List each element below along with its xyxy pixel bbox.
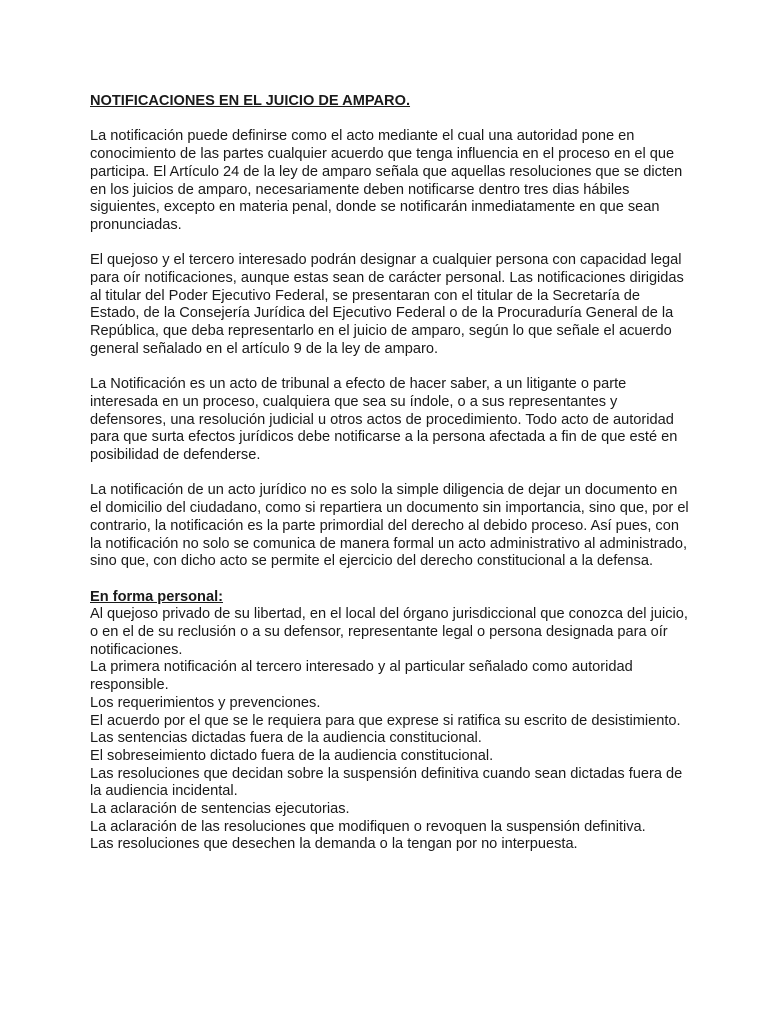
list-item: El sobreseimiento dictado fuera de la audiencia constitucional.	[90, 747, 494, 764]
list-item: Al quejoso privado de su libertad, en el local del órgano jurisdiccional que conozca del juicio, o en el de su reclusión o a su defensor, representante legal o persona designada para oír notificaciones.	[90, 606, 688, 658]
paragraph-2: El quejoso y el tercero interesado podrán designar a cualquier persona con capacidad legal para oír notificaciones, aunque estas sean de carácter personal. Las notificaciones dirigidas al titular del Poder Ejecutivo Federal, se presentaran con el titular de la Secretaría de Estado, de la Consejería Jurídica del Ejecutivo Federal o de la Procuraduría General de la República, que deba representarlo en el juicio de amparo, según lo que señale el acuerdo general señalado en el artículo 9 de la ley de amparo.	[90, 252, 684, 357]
list-item: Las resoluciones que desechen la demanda o la tengan por no interpuesta.	[90, 836, 578, 853]
document-title: NOTIFICACIONES EN EL JUICIO DE AMPARO.	[90, 93, 411, 109]
list-item: La aclaración de las resoluciones que modifiquen o revoquen la suspensión definitiva.	[90, 818, 646, 835]
list-item: La aclaración de sentencias ejecutorias.	[90, 801, 350, 818]
document-page	[90, 93, 690, 854]
list-item: Las resoluciones que decidan sobre la suspensión definitiva cuando sean dictadas fuera de la audiencia incidental.	[90, 765, 683, 800]
paragraph-1: La notificación puede definirse como el acto mediante el cual una autoridad pone en conocimiento de las partes cualquier acuerdo que tenga influencia en el proceso en el que participa. El Artículo 24 de la ley de amparo señala que aquellas resoluciones que se dicten en los juicios de amparo, necesariamente deben notificarse dentro tres dias hábiles siguientes, excepto en materia penal, donde se notificarán inmediatamente en que sean pronunciadas.	[90, 128, 683, 233]
paragraph-4: La notificación de un acto jurídico no es solo la simple diligencia de dejar un documento en el domicilio del ciudadano, como si repartiera un documento sin importancia, sino que, por el contrario, la notificación es la parte primordial del derecho al debido proceso. Así pues, con la notificación no solo se comunica de manera formal un acto administrativo al administrado, sino que, con dicho acto se permite el ejercicio del derecho constitucional a la defensa.	[90, 482, 689, 570]
list-item: El acuerdo por el que se le requiera para que exprese si ratifica su escrito de desistimiento.	[90, 712, 681, 729]
section-list	[90, 606, 690, 854]
paragraph-3: La Notificación es un acto de tribunal a efecto de hacer saber, a un litigante o parte interesada en un proceso, cualquiera que sea su índole, o a sus representantes y defensores, una resolución judicial u otros actos de procedimiento. Todo acto de autoridad para que surta efectos jurídicos debe notificarse a la persona afectada a fin de que esté en posibilidad de defenderse.	[90, 376, 678, 464]
list-item: La primera notificación al tercero interesado y al particular señalado como autoridad responsible.	[90, 659, 633, 694]
section-heading: En forma personal:	[90, 588, 223, 605]
list-item: Los requerimientos y prevenciones.	[90, 694, 321, 711]
list-item: Las sentencias dictadas fuera de la audiencia constitucional.	[90, 730, 482, 747]
